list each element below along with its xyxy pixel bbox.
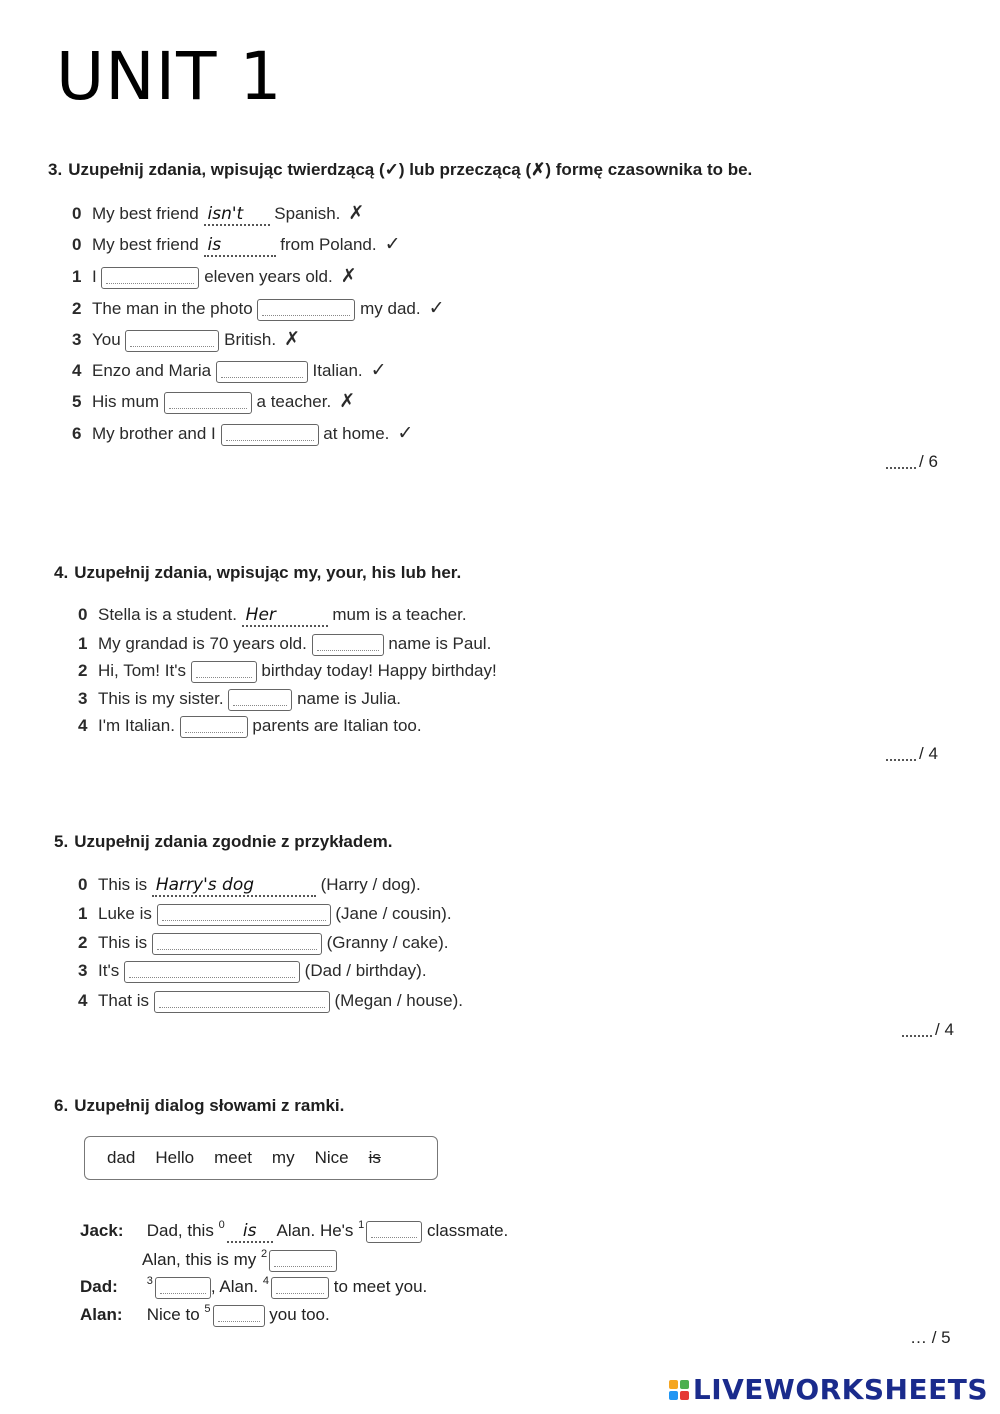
answer-input[interactable] bbox=[213, 1305, 265, 1327]
ex3-row-1: 1 I eleven years old. ✗ bbox=[72, 266, 357, 287]
answer-input[interactable] bbox=[157, 904, 331, 926]
example-answer: is bbox=[227, 1221, 273, 1243]
liveworksheets-logo: LIVEWORKSHEETS bbox=[669, 1373, 988, 1406]
check-mark-icon: ✓ bbox=[397, 423, 414, 444]
ex4-row-3: 3 This is my sister. name is Julia. bbox=[78, 686, 401, 712]
ex5-row-3: 3 It's (Dad / birthday). bbox=[78, 958, 427, 984]
answer-input[interactable] bbox=[154, 991, 330, 1013]
ex4-row-1: 1 My grandad is 70 years old. name is Paul. bbox=[78, 631, 491, 657]
dialog-line-alan: Alan: Nice to $^5$ you too. bbox=[80, 1296, 330, 1322]
cross-mark-icon: ✗ bbox=[284, 329, 301, 350]
ex4-row-0: 0 Stella is a student. Her mum is a teacher. bbox=[78, 605, 467, 625]
word-bank-item: meet bbox=[214, 1148, 252, 1167]
ex4-row-2: 2 Hi, Tom! It's birthday today! Happy birthday! bbox=[78, 658, 497, 684]
cross-mark-icon: ✗ bbox=[339, 391, 356, 412]
ex3-row-2: 2 The man in the photo my dad. ✓ bbox=[72, 298, 445, 319]
example-answer: is bbox=[204, 235, 276, 257]
example-answer: Harry's dog bbox=[152, 875, 316, 897]
word-bank-item: my bbox=[271, 1148, 295, 1167]
answer-input[interactable] bbox=[216, 361, 308, 383]
exercise-4-heading: 4. Uzupełnij zdania, wpisując my, your, his lub her. bbox=[54, 563, 462, 582]
dialog-line-dad: Dad: $^3$ , Alan. $^4$ to meet you. bbox=[80, 1268, 427, 1294]
answer-input[interactable] bbox=[180, 716, 248, 738]
dialog-line-jack: Jack: Dad, this $^0$ is Alan. He's $^1$ classmate. bbox=[80, 1219, 509, 1241]
dialog-line-jack-2: Alan, this is my $^2$ bbox=[142, 1241, 337, 1267]
answer-input[interactable] bbox=[221, 424, 319, 446]
logo-squares-icon bbox=[669, 1380, 689, 1400]
answer-input[interactable] bbox=[366, 1221, 422, 1243]
exercise-6-heading: 6. Uzupełnij dialog słowami z ramki. bbox=[54, 1096, 345, 1115]
check-mark-icon: ✓ bbox=[428, 298, 445, 319]
check-mark-icon: ✓ bbox=[370, 360, 387, 381]
page-title: UNIT 1 bbox=[56, 38, 283, 115]
answer-input[interactable] bbox=[124, 961, 300, 983]
ex3-row-0a: 0 My best friend isn't Spanish. ✗ bbox=[72, 203, 365, 224]
answer-input[interactable] bbox=[101, 267, 199, 289]
word-bank-item: Nice bbox=[314, 1148, 349, 1167]
check-mark-icon: ✓ bbox=[384, 234, 401, 255]
exercise-3-heading: 3. Uzupełnij zdania, wpisując twierdzącą (✓) lub przeczącą (✗) formę czasownika to be. bbox=[48, 160, 753, 179]
ex4-score: / 4 bbox=[886, 744, 938, 764]
ex4-row-4: 4 I'm Italian. parents are Italian too. bbox=[78, 713, 422, 739]
ex6-score: … / 5 bbox=[910, 1328, 951, 1347]
ex5-row-0: 0 This is Harry's dog (Harry / dog). bbox=[78, 875, 421, 895]
example-answer: isn't bbox=[204, 204, 270, 226]
word-bank-item: Hello bbox=[155, 1148, 195, 1167]
ex3-row-0b: 0 My best friend is from Poland. ✓ bbox=[72, 234, 401, 255]
ex3-row-5: 5 His mum a teacher. ✗ bbox=[72, 391, 356, 412]
answer-input[interactable] bbox=[164, 392, 252, 414]
cross-mark-icon: ✗ bbox=[348, 203, 365, 224]
answer-input[interactable] bbox=[312, 634, 384, 656]
answer-input[interactable] bbox=[191, 661, 257, 683]
ex3-row-3: 3 You British. ✗ bbox=[72, 329, 301, 350]
ex3-row-6: 6 My brother and I at home. ✓ bbox=[72, 423, 414, 444]
word-bank-item: dad bbox=[107, 1148, 136, 1167]
example-answer: Her bbox=[242, 605, 328, 627]
ex5-row-4: 4 That is (Megan / house). bbox=[78, 988, 463, 1014]
answer-input[interactable] bbox=[257, 299, 355, 321]
word-bank-item-used: is bbox=[368, 1148, 381, 1167]
answer-input[interactable] bbox=[152, 933, 322, 955]
ex5-row-1: 1 Luke is (Jane / cousin). bbox=[78, 901, 452, 927]
exercise-5-heading: 5. Uzupełnij zdania zgodnie z przykładem. bbox=[54, 832, 393, 851]
answer-input[interactable] bbox=[125, 330, 219, 352]
word-bank bbox=[84, 1136, 438, 1180]
ex5-score: / 4 bbox=[902, 1020, 954, 1040]
ex3-score: / 6 bbox=[886, 452, 938, 472]
answer-input[interactable] bbox=[228, 689, 292, 711]
ex5-row-2: 2 This is (Granny / cake). bbox=[78, 930, 448, 956]
cross-mark-icon: ✗ bbox=[340, 266, 357, 287]
ex3-row-4: 4 Enzo and Maria Italian. ✓ bbox=[72, 360, 387, 381]
